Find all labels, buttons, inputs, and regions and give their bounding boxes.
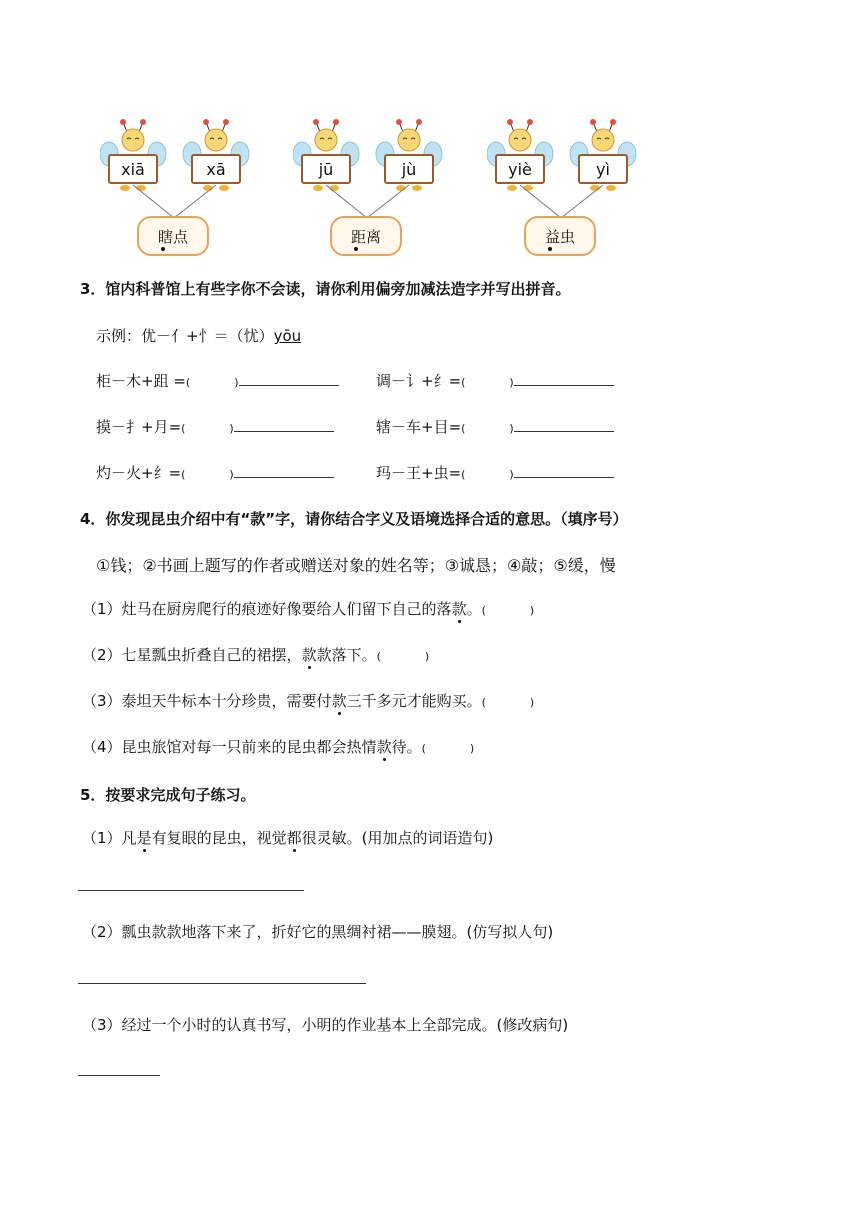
q4-item-dotted-char: 款	[331, 692, 347, 710]
pinyin-sign-right: jù	[384, 154, 434, 184]
q4-item-number: （1）	[82, 600, 122, 618]
q4-item-number: （4）	[82, 738, 122, 756]
q3-item-paren[interactable]: ( )	[461, 468, 514, 481]
q3-item-answer-line[interactable]	[514, 385, 614, 386]
q3-item-answer-line[interactable]	[234, 431, 334, 432]
q3-item-6	[376, 462, 614, 483]
q4-options: ①钱；②书画上题写的作者或赠送对象的姓名等；③诚恳；④敲；⑤缓，慢	[96, 556, 616, 575]
q4-item-text: 灶马在厨房爬行的痕迹好像要给人们留下自己的落	[121, 600, 452, 618]
q3-item-answer-line[interactable]	[514, 477, 614, 478]
q4-item-text: 。	[466, 600, 482, 618]
q5-sentence-3: （3）经过一个小时的认真书写，小明的作业基本上全部完成。(修改病句)	[82, 1016, 569, 1034]
q4-item-4	[82, 736, 474, 757]
q5-dotted-char: 是	[136, 829, 152, 847]
q3-item-paren[interactable]: ( )	[185, 376, 239, 389]
q3-item-formula: 调－讠+纟=	[376, 372, 462, 390]
q3-item-formula: 玛－王+虫=	[376, 464, 462, 482]
word-box	[137, 216, 209, 256]
q5-answer-line-2[interactable]	[78, 983, 366, 984]
q3-item-formula: 柜－木+跙 =	[96, 372, 186, 390]
q4-item-text: 七星瓢虫折叠自己的裙摆，	[121, 646, 302, 664]
q4-item-answer-paren[interactable]: ( )	[481, 696, 535, 709]
q3-item-paren[interactable]: ( )	[461, 422, 514, 435]
emphasis-dot	[548, 247, 552, 251]
q4-item-text: 待。	[391, 738, 422, 756]
connector-line	[326, 185, 367, 218]
q4-item-3	[82, 690, 534, 711]
q3-item-answer-line[interactable]	[239, 385, 339, 386]
q4-item-number: （2）	[82, 646, 122, 664]
word-box	[524, 216, 596, 256]
pinyin-sign-left: yiè	[495, 154, 545, 184]
question-3-title: 3．馆内科普馆上有些字你不会读，请你利用偏旁加减法造字并写出拼音。	[80, 280, 571, 298]
word-text: 益虫	[544, 227, 575, 246]
q3-item-5	[96, 462, 334, 483]
q3-item-formula: 灼－火+纟=	[96, 464, 182, 482]
pinyin-sign-left: xiā	[108, 154, 158, 184]
q4-item-text: 昆虫旅馆对每一只前来的昆虫都会热情	[121, 738, 377, 756]
word-box	[330, 216, 402, 256]
q5-text: 有复眼的昆虫，视觉	[151, 829, 287, 847]
q3-item-3	[96, 416, 334, 437]
q4-item-dotted-char: 款	[301, 646, 317, 664]
emphasis-dot	[161, 247, 165, 251]
q4-item-text: 泰坦天牛标本十分珍贵，需要付	[121, 692, 332, 710]
word-text: 距离	[350, 227, 381, 246]
pinyin-sign-right: yì	[578, 154, 628, 184]
emphasis-dot	[354, 247, 358, 251]
q4-item-text: 三千多元才能购买。	[346, 692, 482, 710]
q4-item-text: 款落下。	[316, 646, 377, 664]
q4-item-answer-paren[interactable]: ( )	[481, 604, 535, 617]
q3-item-1	[96, 370, 339, 391]
q5-sentence-1	[82, 827, 493, 848]
q3-item-formula: 辖－车+目=	[376, 418, 462, 436]
q4-item-answer-paren[interactable]: ( )	[376, 650, 430, 663]
q3-item-paren[interactable]: ( )	[181, 468, 234, 481]
q5-text: 凡	[121, 829, 137, 847]
pinyin-sign-right: xā	[191, 154, 241, 184]
q3-item-2	[376, 370, 614, 391]
question-4-title: 4．你发现昆虫介绍中有“款”字，请你结合字义及语境选择合适的意思。（填序号）	[80, 510, 628, 528]
q5-answer-line-3[interactable]	[78, 1075, 160, 1076]
connector-line	[561, 185, 603, 218]
q3-item-paren[interactable]: ( )	[461, 376, 514, 389]
q5-sentence-2: （2）瓢虫款款地落下来了，折好它的黑绸衬裙——膜翅。(仿写拟人句)	[82, 923, 554, 941]
pinyin-sign-left: jū	[301, 154, 351, 184]
q5-item-number: （1）	[82, 829, 122, 847]
q3-example	[96, 325, 301, 346]
bee-group-1	[100, 118, 250, 258]
q3-item-answer-line[interactable]	[234, 477, 334, 478]
q3-item-paren[interactable]: ( )	[181, 422, 234, 435]
question-5-title: 5．按要求完成句子练习。	[80, 786, 256, 804]
connector-line	[133, 185, 174, 218]
q5-answer-line-1[interactable]	[78, 890, 304, 891]
bee-group-3	[487, 118, 637, 258]
q3-item-formula: 摸－扌+月=	[96, 418, 182, 436]
q5-dotted-char: 都	[286, 829, 302, 847]
q3-example-formula: 示例：优－亻+忄＝（忧）	[96, 327, 274, 345]
q4-item-answer-paren[interactable]: ( )	[421, 742, 475, 755]
q4-item-dotted-char: 款	[376, 738, 392, 756]
q3-example-answer: yōu	[273, 327, 302, 345]
q3-item-answer-line[interactable]	[514, 431, 614, 432]
connector-line	[520, 185, 561, 218]
q4-item-number: （3）	[82, 692, 122, 710]
connector-line	[174, 185, 216, 218]
word-text: 瞎点	[157, 227, 188, 246]
q4-item-1	[82, 598, 534, 619]
q4-item-2	[82, 644, 429, 665]
bee-group-2	[293, 118, 443, 258]
q3-item-4	[376, 416, 614, 437]
q4-item-dotted-char: 款	[451, 600, 467, 618]
q5-text: 很灵敏。(用加点的词语造句)	[301, 829, 494, 847]
connector-line	[367, 185, 409, 218]
